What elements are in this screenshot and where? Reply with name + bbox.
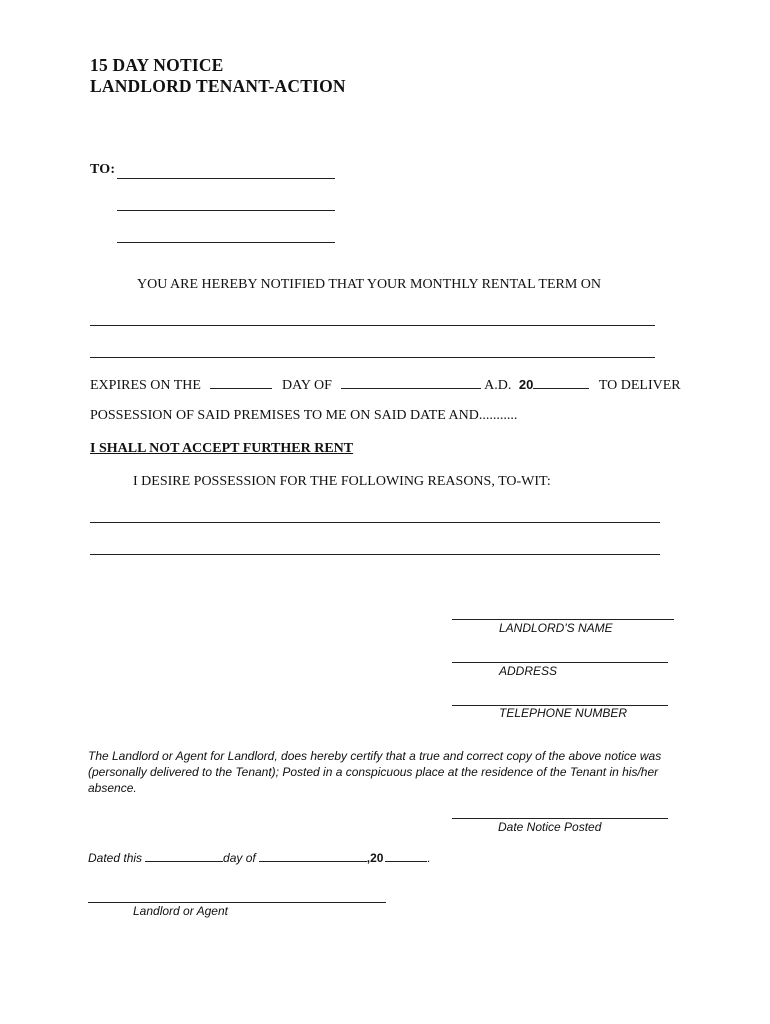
landlord-agent-line[interactable] — [88, 902, 386, 903]
expires-row — [90, 376, 681, 394]
to-line-1[interactable] — [117, 178, 335, 179]
landlord-name-label: LANDLORD'S NAME — [499, 621, 613, 635]
date-posted-label: Date Notice Posted — [498, 820, 602, 834]
address-label: ADDRESS — [499, 664, 558, 678]
to-label: TO: — [90, 162, 116, 177]
certification-text: The Landlord or Agent for Landlord, does hereby certify that a true and correct copy of the above notice was (personally delivered to the Tenant); Posted in a conspicuous place at the residence of the Tenant in his/her absence. — [88, 749, 662, 795]
dated-this-label: Dated this — [88, 851, 143, 865]
dated-year-prefix: ,20 — [366, 851, 384, 865]
rental-term-line-1[interactable] — [90, 325, 655, 326]
reasons-line-2[interactable] — [90, 554, 660, 555]
year-prefix: 20 — [518, 377, 534, 392]
day-of-label: DAY OF — [281, 378, 332, 393]
to-line-2[interactable] — [117, 210, 335, 211]
dated-month-field[interactable] — [259, 849, 367, 862]
expires-month-field[interactable] — [341, 376, 481, 389]
title-line-2: LANDLORD TENANT-ACTION — [90, 76, 346, 96]
to-line-3[interactable] — [117, 242, 335, 243]
telephone-label: TELEPHONE NUMBER — [499, 706, 628, 720]
reasons-line-1[interactable] — [90, 522, 660, 523]
reasons-text: I DESIRE POSSESSION FOR THE FOLLOWING REASONS, TO-WIT: — [133, 474, 551, 489]
no-rent-text: I SHALL NOT ACCEPT FURTHER RENT — [90, 441, 354, 456]
notice-text: YOU ARE HEREBY NOTIFIED THAT YOUR MONTHLY RENTAL TERM ON — [137, 277, 602, 292]
dated-end: . — [427, 851, 431, 865]
landlord-agent-label: Landlord or Agent — [133, 904, 228, 918]
dated-row — [88, 849, 431, 865]
dated-day-of-label: day of — [223, 851, 256, 865]
expires-day-field[interactable] — [210, 376, 272, 389]
expires-year-field[interactable] — [533, 376, 589, 389]
dated-year-field[interactable] — [385, 849, 427, 862]
possession-text: POSSESSION OF SAID PREMISES TO ME ON SAID DATE AND........... — [90, 408, 518, 423]
ad-label: A.D. — [484, 378, 512, 393]
expires-on-label: EXPIRES ON THE — [90, 378, 201, 393]
date-posted-line[interactable] — [452, 818, 668, 819]
dated-day-field[interactable] — [145, 849, 223, 862]
title-line-1: 15 DAY NOTICE — [90, 55, 224, 75]
rental-term-line-2[interactable] — [90, 357, 655, 358]
landlord-name-line[interactable] — [452, 619, 674, 620]
to-deliver-label: TO DELIVER — [598, 378, 681, 393]
address-line[interactable] — [452, 662, 668, 663]
